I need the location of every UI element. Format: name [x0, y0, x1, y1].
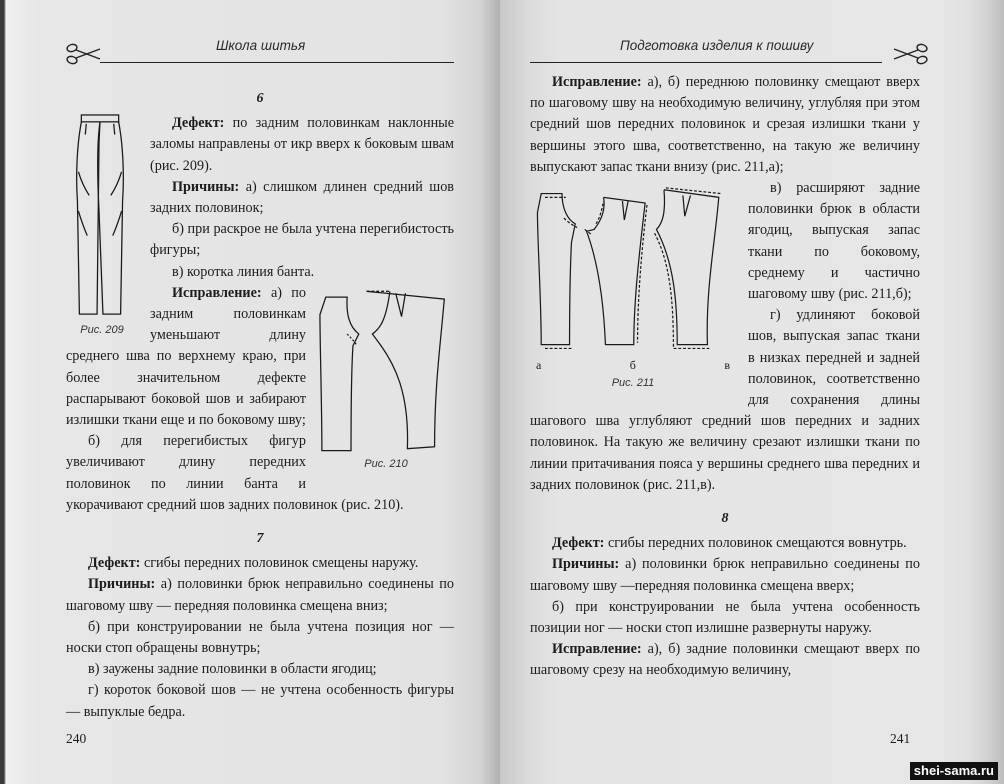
figure-211-caption: Рис. 211 — [611, 377, 655, 390]
cause-b: б) при раскрое не была учтена перегибистость фигуры; — [150, 221, 454, 259]
fix-ab: а), б) задние половинки смещают вверх по шаговому срезу на необходимую величину, — [530, 641, 920, 679]
figure-211-label-b: б — [629, 358, 636, 373]
right-page — [500, 0, 1004, 784]
figure-211-labels — [530, 356, 736, 372]
figure-210-box — [318, 287, 454, 471]
running-head: Школа шитья — [216, 38, 306, 53]
cause-c: в) заужены задние половинки в области ягодиц; — [88, 661, 377, 678]
fix-g-end: шагового шва углубляют средний шов передних и задних половинок. На такую же величину срезают излишки ткани по линии притачивания пояса у вершины среднего шва передних и задних половинок (рис. 211,в). — [530, 413, 920, 493]
running-head: Подготовка изделия к пошиву — [620, 38, 814, 53]
causes-label: Причины: — [552, 556, 620, 573]
scissors-icon — [66, 42, 102, 66]
fix-label: Исправление: — [552, 641, 642, 658]
cause-a: а) половинки брюк неправильно соединены по шаговому шву — передняя половинка смещена вниз; — [66, 576, 454, 614]
cause-c: в) коротка линия банта. — [172, 263, 315, 280]
fix-label: Исправление: — [172, 284, 262, 301]
cause-a: а) половинки брюк неправильно соединены по шаговому шву —передняя половинка смещена вверх; — [530, 556, 920, 594]
causes-label: Причины: — [172, 178, 240, 195]
figure-211 — [530, 186, 736, 356]
figure-209 — [66, 113, 138, 319]
fix-label: Исправление: — [552, 74, 642, 90]
figure-209-box — [66, 113, 138, 337]
defect-label: Дефект: — [172, 115, 225, 132]
fix-g-start: г) удлиняют боковой шов, выпуская запас ткани в низках передней и задней половинок, соответственно для сохранения длины — [748, 307, 920, 409]
left-page — [0, 0, 500, 784]
fix-a-end: забирают излишки ткани еще и по боковому шву; — [66, 390, 306, 429]
section-number: 8 — [721, 511, 729, 527]
cause-b: б) при конструировании не была учтена позиция ног — носки стоп обращены вовнутрь; — [66, 618, 454, 657]
fix-b: б) для перегибистых фигур увеличивают длину передних половинок по линии банта и укорачивают средний шов задних половинок (рис. 210). — [66, 433, 404, 513]
fix-ab: а), б) переднюю половинку смещают вверх по шаговому шву на необходимую величину, углубляя при этом средний шов передних половинок и срезая излишки ткани у вершины этого шва, соответственно, на такую же величину выпускают запас ткани внизу (рис. 211,а); — [530, 74, 920, 175]
figure-210-caption: Рис. 210 — [364, 457, 408, 470]
defect-text: сгибы передних половинок смещены наружу. — [140, 555, 419, 572]
section-number: 6 — [256, 91, 264, 106]
cause-b: б) при конструировании не была учтена особенность позиции ног — носки стоп излишне развернуты наружу. — [530, 598, 920, 637]
figure-211-box — [530, 186, 736, 390]
figure-210 — [318, 287, 454, 453]
figure-211-label-v: в — [724, 358, 730, 373]
defect-text: сгибы передних половинок смещаются вовнутрь. — [604, 535, 907, 552]
right-page-body — [530, 72, 920, 682]
watermark: shei-sama.ru — [910, 762, 998, 780]
figure-211-label-a: а — [536, 358, 542, 373]
figure-209-caption: Рис. 209 — [80, 324, 124, 337]
header-rule — [530, 62, 882, 63]
page-number: 241 — [890, 731, 911, 746]
cause-a: а) слишком длинен средний шов задних половинок; — [150, 178, 454, 217]
header-rule — [100, 62, 454, 63]
cause-d: г) короток боковой шов — не учтена особенность фигуры — выпуклые бедра. — [66, 682, 454, 720]
scissors-icon — [892, 42, 928, 66]
defect-label: Дефект: — [552, 535, 605, 552]
left-page-body — [66, 88, 454, 723]
defect-text: по задним половинкам наклонные заломы направлены от икр вверх к боковым швам (рис. 209). — [150, 115, 454, 174]
causes-label: Причины: — [88, 576, 156, 593]
defect-label: Дефект: — [88, 555, 141, 572]
fix-a-rest: верхнему краю, при более значительном дефекте распарывают боковой шов и — [66, 348, 307, 407]
fix-a-line1: а) по задним половинкам уменьшают длину среднего шва по — [66, 284, 306, 365]
fix-v: в) расширяют задние половинки брюк в области ягодиц, выпуская запас ткани по боковому, среднему и частично шаговому шву (рис. 211,б); — [748, 180, 920, 303]
section-number: 7 — [256, 531, 264, 547]
page-number: 240 — [66, 731, 87, 746]
